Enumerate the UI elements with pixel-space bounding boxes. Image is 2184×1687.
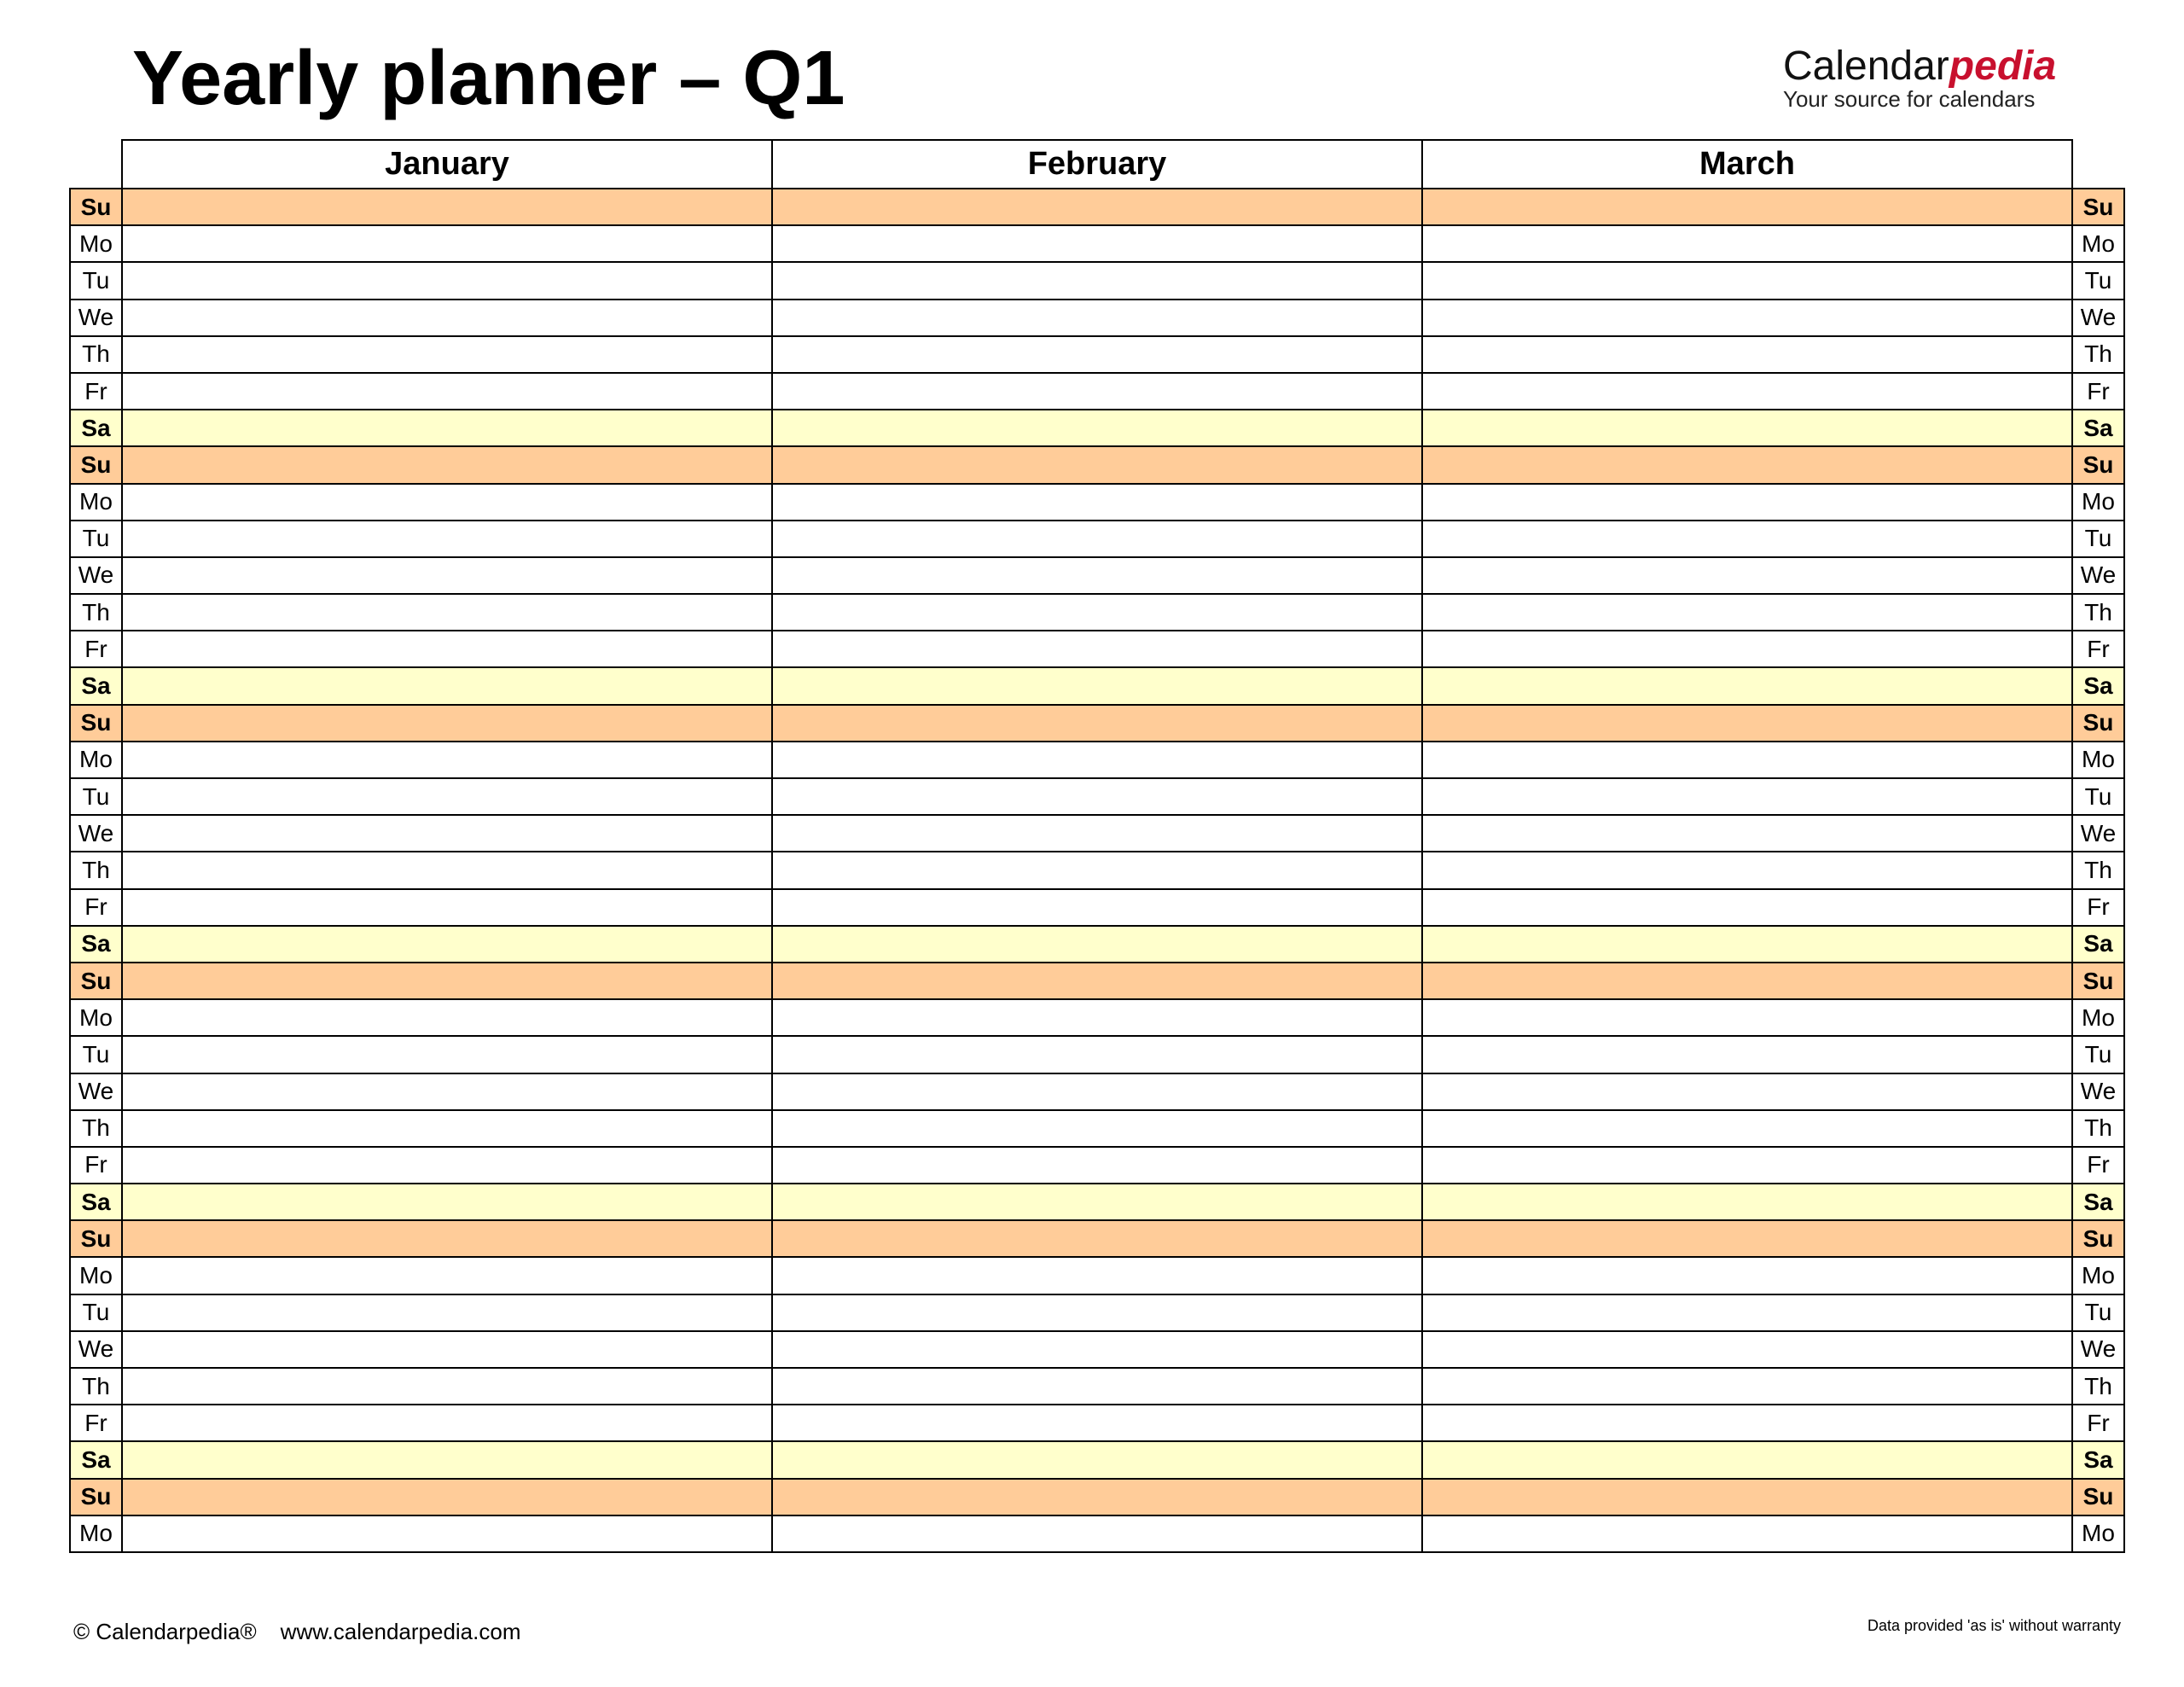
planner-cell-march[interactable] [1422,963,2072,999]
day-label-left: Su [70,189,122,225]
planner-row [70,999,2124,1036]
planner-cell-january[interactable] [122,1441,772,1478]
planner-cell-february[interactable] [772,631,1422,667]
month-header-march: March [1422,140,2072,189]
footer-left [73,1619,520,1645]
planner-cell-january[interactable] [122,667,772,704]
day-label-right: We [2072,300,2124,336]
planner-cell-march[interactable] [1422,521,2072,557]
day-label-right: Su [2072,189,2124,225]
planner-cell-february[interactable] [772,926,1422,963]
header-corner-left [70,140,122,189]
planner-cell-february[interactable] [772,705,1422,742]
day-label-left: Sa [70,1184,122,1220]
planner-cell-march[interactable] [1422,557,2072,594]
day-label-right: Sa [2072,1184,2124,1220]
planner-row [70,778,2124,815]
planner-cell-january[interactable] [122,999,772,1036]
planner-row [70,373,2124,410]
planner-row [70,410,2124,446]
planner-cell-march[interactable] [1422,1257,2072,1294]
planner-cell-january[interactable] [122,1294,772,1331]
day-label-left: Fr [70,1405,122,1441]
planner-cell-january[interactable] [122,1257,772,1294]
planner-body [70,189,2124,1552]
planner-cell-february[interactable] [772,1479,1422,1515]
brand-name [1783,43,2065,90]
planner-row [70,1368,2124,1405]
planner-row [70,1110,2124,1147]
planner-cell-march[interactable] [1422,1184,2072,1220]
planner-row [70,1441,2124,1478]
planner-cell-january[interactable] [122,1479,772,1515]
brand-name-main: Calendar [1783,44,1949,89]
planner-cell-march[interactable] [1422,1441,2072,1478]
day-label-right: Tu [2072,262,2124,299]
day-label-left: Mo [70,225,122,262]
day-label-right: Fr [2072,889,2124,926]
planner-row [70,963,2124,999]
planner-cell-march[interactable] [1422,1220,2072,1257]
day-label-right: Tu [2072,521,2124,557]
planner-cell-march[interactable] [1422,1073,2072,1110]
planner-cell-january[interactable] [122,1405,772,1441]
day-label-left: Tu [70,1036,122,1073]
planner-cell-january[interactable] [122,1073,772,1110]
planner-cell-march[interactable] [1422,815,2072,852]
brand-tagline: Your source for calendars [1783,86,2036,112]
planner-cell-february[interactable] [772,999,1422,1036]
day-label-left: Tu [70,1294,122,1331]
day-label-left: Su [70,1220,122,1257]
planner-cell-january[interactable] [122,225,772,262]
planner-cell-february[interactable] [772,1405,1422,1441]
planner-row [70,1184,2124,1220]
day-label-left: Su [70,1479,122,1515]
day-label-right: Mo [2072,225,2124,262]
day-label-left: Th [70,1110,122,1147]
planner-cell-february[interactable] [772,1184,1422,1220]
day-label-left: Fr [70,1147,122,1184]
planner-cell-february[interactable] [772,1220,1422,1257]
day-label-right: Fr [2072,1405,2124,1441]
month-header-february: February [772,140,1422,189]
footer-disclaimer: Data provided 'as is' without warranty [1867,1617,2121,1634]
day-label-right: Fr [2072,631,2124,667]
day-label-right: Mo [2072,999,2124,1036]
day-label-left: Mo [70,1515,122,1552]
planner-cell-february[interactable] [772,446,1422,483]
planner-row [70,594,2124,631]
day-label-left: Tu [70,521,122,557]
day-label-right: Su [2072,705,2124,742]
planner-row [70,667,2124,704]
planner-cell-february[interactable] [772,1073,1422,1110]
planner-cell-january[interactable] [122,1220,772,1257]
planner-row [70,705,2124,742]
planner-cell-march[interactable] [1422,1294,2072,1331]
planner-cell-march[interactable] [1422,1110,2072,1147]
day-label-right: Su [2072,1479,2124,1515]
planner-cell-january[interactable] [122,778,772,815]
planner-cell-february[interactable] [772,521,1422,557]
planner-cell-january[interactable] [122,889,772,926]
planner-cell-march[interactable] [1422,631,2072,667]
planner-cell-february[interactable] [772,778,1422,815]
planner-cell-march[interactable] [1422,410,2072,446]
planner-cell-march[interactable] [1422,999,2072,1036]
planner-cell-february[interactable] [772,594,1422,631]
planner-cell-february[interactable] [772,963,1422,999]
planner-cell-january[interactable] [122,557,772,594]
planner-cell-march[interactable] [1422,1405,2072,1441]
planner-cell-january[interactable] [122,300,772,336]
planner-cell-march[interactable] [1422,1147,2072,1184]
planner-row [70,1147,2124,1184]
planner-cell-february[interactable] [772,484,1422,521]
planner-row [70,557,2124,594]
day-label-right: Th [2072,852,2124,888]
planner-cell-march[interactable] [1422,705,2072,742]
day-label-right: Mo [2072,742,2124,778]
planner-row [70,446,2124,483]
day-label-left: Fr [70,631,122,667]
day-label-right: We [2072,815,2124,852]
day-label-right: Th [2072,1110,2124,1147]
planner-cell-january[interactable] [122,373,772,410]
day-label-left: Su [70,705,122,742]
planner-row [70,815,2124,852]
planner-row [70,742,2124,778]
planner-cell-february[interactable] [772,889,1422,926]
page-title: Yearly planner – Q1 [132,36,845,121]
day-label-right: Sa [2072,1441,2124,1478]
planner-cell-january[interactable] [122,1036,772,1073]
planner-row [70,336,2124,373]
planner-cell-march[interactable] [1422,1368,2072,1405]
day-label-left: Su [70,963,122,999]
planner-cell-march[interactable] [1422,742,2072,778]
planner-row [70,1515,2124,1552]
day-label-left: Fr [70,889,122,926]
day-label-left: Sa [70,926,122,963]
planner-cell-january[interactable] [122,705,772,742]
planner-cell-february[interactable] [772,336,1422,373]
planner-cell-january[interactable] [122,1110,772,1147]
planner-grid [69,139,2125,1553]
planner-cell-february[interactable] [772,1294,1422,1331]
planner-cell-february[interactable] [772,373,1422,410]
planner-cell-february[interactable] [772,410,1422,446]
planner-cell-january[interactable] [122,631,772,667]
planner-row [70,1036,2124,1073]
planner-row [70,1331,2124,1368]
day-label-right: We [2072,557,2124,594]
day-label-left: Sa [70,1441,122,1478]
planner-cell-january[interactable] [122,336,772,373]
planner-row [70,1073,2124,1110]
day-label-left: Mo [70,484,122,521]
planner-cell-february[interactable] [772,815,1422,852]
day-label-right: Sa [2072,667,2124,704]
planner-cell-march[interactable] [1422,225,2072,262]
day-label-right: We [2072,1073,2124,1110]
planner-cell-january[interactable] [122,963,772,999]
planner-cell-march[interactable] [1422,336,2072,373]
day-label-left: Th [70,1368,122,1405]
planner-row [70,484,2124,521]
day-label-right: Su [2072,1220,2124,1257]
planner-cell-february[interactable] [772,1331,1422,1368]
planner-cell-march[interactable] [1422,262,2072,299]
planner-cell-january[interactable] [122,446,772,483]
header-corner-right [2072,140,2124,189]
day-label-right: Su [2072,446,2124,483]
planner-cell-february[interactable] [772,852,1422,888]
day-label-left: Tu [70,778,122,815]
planner-cell-march[interactable] [1422,1479,2072,1515]
day-label-right: Fr [2072,373,2124,410]
day-label-left: Sa [70,410,122,446]
planner-row [70,631,2124,667]
planner-row [70,521,2124,557]
planner-row [70,300,2124,336]
day-label-left: Tu [70,262,122,299]
planner-cell-march[interactable] [1422,1331,2072,1368]
day-label-left: Fr [70,373,122,410]
planner-cell-january[interactable] [122,594,772,631]
planner-row [70,1220,2124,1257]
planner-cell-january[interactable] [122,410,772,446]
day-label-right: Th [2072,336,2124,373]
day-label-left: We [70,300,122,336]
day-label-right: Sa [2072,410,2124,446]
day-label-left: We [70,815,122,852]
planner-cell-february[interactable] [772,1110,1422,1147]
month-header-row [70,140,2124,189]
day-label-left: Mo [70,999,122,1036]
planner-cell-january[interactable] [122,1331,772,1368]
day-label-right: We [2072,1331,2124,1368]
day-label-left: We [70,557,122,594]
day-label-right: Th [2072,594,2124,631]
planner-row [70,926,2124,963]
planner-row [70,1479,2124,1515]
day-label-left: Th [70,594,122,631]
footer-website[interactable]: www.calendarpedia.com [280,1619,521,1644]
planner-cell-march[interactable] [1422,889,2072,926]
planner-row [70,189,2124,225]
day-label-right: Mo [2072,1515,2124,1552]
planner-cell-january[interactable] [122,262,772,299]
day-label-right: Th [2072,1368,2124,1405]
day-label-right: Tu [2072,1036,2124,1073]
day-label-left: We [70,1073,122,1110]
planner-cell-march[interactable] [1422,926,2072,963]
planner-cell-february[interactable] [772,262,1422,299]
planner-cell-february[interactable] [772,1368,1422,1405]
month-header-january: January [122,140,772,189]
day-label-left: Th [70,852,122,888]
footer-copyright: © Calendarpedia® [73,1619,257,1644]
planner-row [70,889,2124,926]
planner-row [70,262,2124,299]
planner-cell-january[interactable] [122,926,772,963]
planner-cell-march[interactable] [1422,484,2072,521]
day-label-right: Mo [2072,1257,2124,1294]
planner-cell-january[interactable] [122,484,772,521]
planner-cell-january[interactable] [122,521,772,557]
planner-cell-february[interactable] [772,667,1422,704]
day-label-left: We [70,1331,122,1368]
planner-cell-january[interactable] [122,1184,772,1220]
planner-cell-february[interactable] [772,1036,1422,1073]
planner-cell-march[interactable] [1422,1515,2072,1552]
planner-cell-january[interactable] [122,1368,772,1405]
day-label-left: Su [70,446,122,483]
planner-cell-january[interactable] [122,852,772,888]
day-label-right: Su [2072,963,2124,999]
planner-row [70,1257,2124,1294]
day-label-right: Sa [2072,926,2124,963]
planner-cell-march[interactable] [1422,189,2072,225]
planner-cell-march[interactable] [1422,594,2072,631]
day-label-right: Fr [2072,1147,2124,1184]
planner-cell-february[interactable] [772,1515,1422,1552]
brand-logo [1783,43,2065,111]
day-label-right: Tu [2072,778,2124,815]
planner-cell-march[interactable] [1422,446,2072,483]
planner-cell-february[interactable] [772,300,1422,336]
day-label-left: Th [70,336,122,373]
planner-cell-february[interactable] [772,189,1422,225]
planner-cell-march[interactable] [1422,300,2072,336]
day-label-left: Mo [70,1257,122,1294]
planner-cell-february[interactable] [772,742,1422,778]
brand-name-accent: pedia [1949,44,2057,89]
planner-row [70,1294,2124,1331]
planner-cell-march[interactable] [1422,1036,2072,1073]
planner-cell-february[interactable] [772,1147,1422,1184]
day-label-left: Sa [70,667,122,704]
planner-cell-february[interactable] [772,557,1422,594]
planner-cell-january[interactable] [122,815,772,852]
planner-cell-march[interactable] [1422,852,2072,888]
planner-cell-march[interactable] [1422,778,2072,815]
planner-cell-march[interactable] [1422,667,2072,704]
planner-cell-february[interactable] [772,225,1422,262]
planner-cell-march[interactable] [1422,373,2072,410]
day-label-right: Tu [2072,1294,2124,1331]
planner-cell-january[interactable] [122,189,772,225]
planner-cell-february[interactable] [772,1441,1422,1478]
planner-cell-january[interactable] [122,1515,772,1552]
planner-row [70,852,2124,888]
planner-row [70,225,2124,262]
planner-row [70,1405,2124,1441]
planner-cell-january[interactable] [122,742,772,778]
day-label-left: Mo [70,742,122,778]
planner-cell-february[interactable] [772,1257,1422,1294]
day-label-right: Mo [2072,484,2124,521]
planner-cell-january[interactable] [122,1147,772,1184]
